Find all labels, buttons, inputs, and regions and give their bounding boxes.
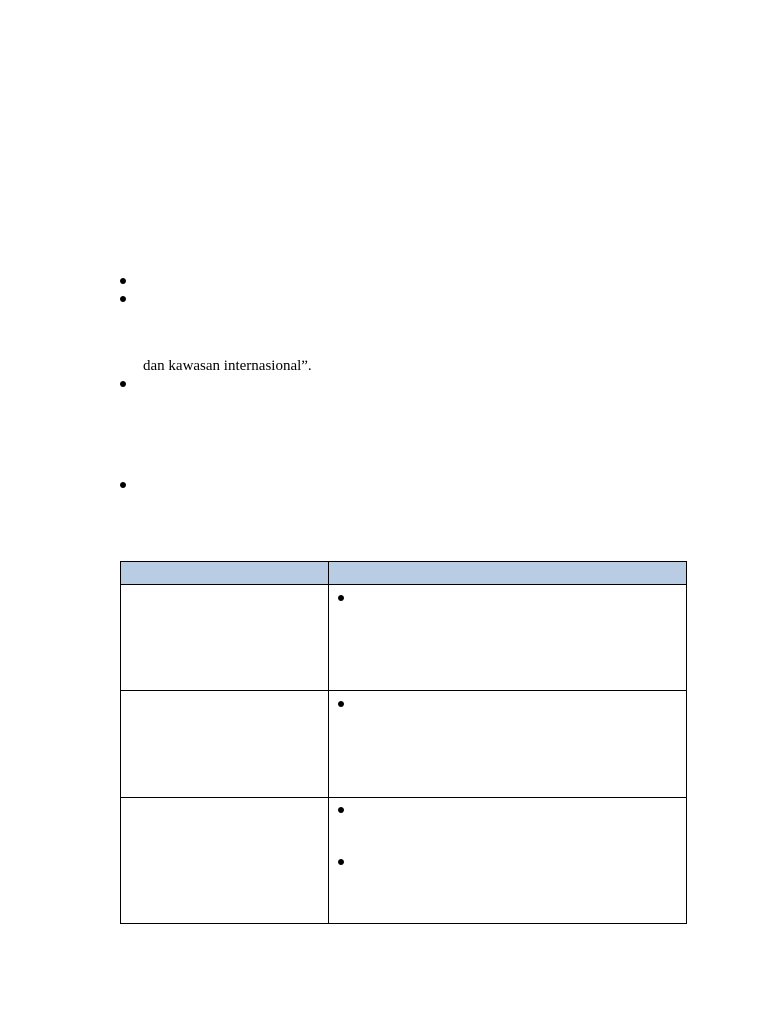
table-row xyxy=(121,798,687,924)
bullet-point xyxy=(120,482,126,488)
table-header-row xyxy=(121,562,687,585)
bullet-point xyxy=(338,595,344,601)
table-cell xyxy=(329,798,687,924)
content-table xyxy=(120,561,687,924)
table-header-cell xyxy=(329,562,687,585)
table-row xyxy=(121,691,687,798)
table-cell xyxy=(121,798,329,924)
bullet-point xyxy=(338,859,344,865)
bullet-point xyxy=(338,807,344,813)
bullet-point xyxy=(120,278,126,284)
table-header-cell xyxy=(121,562,329,585)
table-cell xyxy=(121,585,329,691)
table-row xyxy=(121,585,687,691)
table-cell xyxy=(329,691,687,798)
table-cell xyxy=(121,691,329,798)
bullet-point xyxy=(120,381,126,387)
bullet-point xyxy=(338,701,344,707)
paragraph-continuation-text: dan kawasan internasional”. xyxy=(143,358,312,374)
bullet-point xyxy=(120,296,126,302)
table-cell xyxy=(329,585,687,691)
